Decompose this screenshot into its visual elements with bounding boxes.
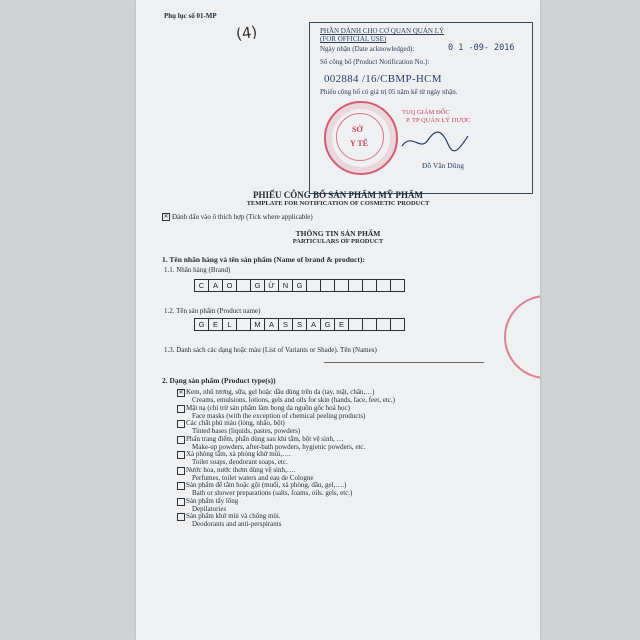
brand-letter-grid <box>194 279 405 292</box>
signature-mark <box>398 126 470 156</box>
product-type-item <box>186 497 238 513</box>
product-type-en: Toilet soaps, deodorant soaps, etc. <box>192 458 288 466</box>
brand-label: 1.1. Nhãn hàng (Brand) <box>164 266 231 274</box>
brand-letter-cell <box>391 279 405 292</box>
brand-letter-cell <box>377 279 391 292</box>
brand-letter-cell: C <box>194 279 209 292</box>
product-type-item <box>178 388 395 404</box>
brand-letter-cell: G <box>251 279 265 292</box>
product-type-en: Tinted bases (liquids, pastes, powders) <box>192 427 301 435</box>
document-title-en: TEMPLATE FOR NOTIFICATION OF COSMETIC PRODUCT <box>246 200 430 207</box>
empty-checkbox-icon[interactable] <box>177 498 185 506</box>
product-type-en: Face masks (with the exception of chemical peeling products) <box>192 411 366 420</box>
empty-checkbox-icon[interactable] <box>177 405 185 413</box>
product-type-vi: Phấn trang điểm, phấn dùng sau khi tắm, bột vệ sinh, … <box>186 434 344 443</box>
document-title: PHIẾU CÔNG BỐ SẢN PHẨM MỸ PHẨM <box>253 190 423 200</box>
product-type-vi: Nước hoa, nước thơm dùng vệ sinh,…. <box>186 465 296 474</box>
handwritten-number: (4) <box>234 22 259 44</box>
section-title: THÔNG TIN SẢN PHẨM <box>295 229 381 238</box>
brand-letter-cell <box>307 279 321 292</box>
product-type-en: Creams, emulsions, lotions, gels and oils for skin (hands, face, feet, etc.) <box>192 396 395 404</box>
document-page <box>136 0 540 640</box>
official-seal-stamp <box>324 101 398 175</box>
product-type-vi: Sản phẩm khử mùi và chống mùi. <box>186 512 281 520</box>
validity-note: Phiếu công bố có giá trị 05 năm kể từ ngày nhận. <box>320 88 458 96</box>
product-letter-cell: S <box>279 318 293 331</box>
checked-box-icon[interactable]: ✕ <box>178 390 184 396</box>
product-type-vi: Xà phòng tắm, xà phòng khử mùi,…. <box>186 450 291 458</box>
stamp-center-text-2: Y TẾ <box>350 139 369 148</box>
brand-letter-cell: A <box>209 279 223 292</box>
checked-box-icon: ✕ <box>163 214 169 221</box>
empty-checkbox-icon[interactable] <box>177 513 185 521</box>
product-type-en: Make-up powders, after-bath powders, hygienic powders, etc. <box>192 442 366 451</box>
variants-underline <box>324 362 484 363</box>
official-subtitle: (FOR OFFICIAL USE) <box>320 35 387 43</box>
section-title-en: PARTICULARS OF PRODUCT <box>292 238 384 245</box>
product-letter-cell: E <box>335 318 349 331</box>
part1-heading: 1. Tên nhãn hàng và tên sản phẩm (Name of brand & product): <box>162 255 365 264</box>
product-letter-cell <box>349 318 363 331</box>
tick-instruction <box>162 213 313 221</box>
product-type-item <box>186 419 300 435</box>
product-type-item <box>186 512 281 528</box>
brand-letter-cell: G <box>293 279 307 292</box>
product-letter-cell: A <box>265 318 279 331</box>
notification-number-value: 002884 /16/CBMP-HCM <box>324 73 442 85</box>
brand-letter-cell <box>237 279 251 292</box>
date-acknowledged-value: 0 1 -09- 2016 <box>448 43 515 53</box>
product-type-vi: Mặt nạ (chỉ trừ sản phẩm làm bong da nguồn gốc hoá học) <box>186 403 350 412</box>
product-letter-cell: A <box>307 318 321 331</box>
variants-label: 1.3. Danh sách các dạng hoặc màu (List of Variants or Shade). Tên (Names) <box>164 346 377 354</box>
side-seal-stamp <box>504 295 540 379</box>
product-letter-cell <box>377 318 391 331</box>
product-type-en: Bath or shower preparations (salts, foams, oils. gels, etc.) <box>192 489 353 497</box>
empty-checkbox-icon[interactable] <box>177 467 185 475</box>
brand-letter-cell <box>321 279 335 292</box>
product-type-item <box>186 435 365 451</box>
product-type-en: Perfumes, toilet waters and eau de Cologne <box>192 473 314 482</box>
empty-checkbox-icon[interactable] <box>177 436 185 444</box>
product-type-item <box>186 450 291 466</box>
product-type-vi: Kem, nhũ tương, sữa, gel hoặc dầu dùng trên da (tay, mặt, chân,…) <box>186 388 375 396</box>
product-letter-cell: M <box>251 318 265 331</box>
product-type-item <box>186 404 365 420</box>
brand-letter-cell: Ừ <box>265 279 279 292</box>
part2-heading: 2. Dạng sản phẩm (Product type(s)) <box>162 376 276 385</box>
date-acknowledged-label: Ngày nhận (Date acknowledged): <box>320 45 415 53</box>
empty-checkbox-icon[interactable] <box>177 420 185 428</box>
product-type-vi: Sản phẩm để tắm hoặc gội (muối, xà phòng, dầu, gel,….) <box>186 481 347 489</box>
product-type-item <box>186 466 314 482</box>
notification-number-label: Số công bố (Product Notification No.): <box>320 58 430 66</box>
product-type-vi: Sản phẩm tẩy lông <box>186 496 239 505</box>
product-name-label: 1.2. Tên sản phẩm (Product name) <box>164 307 261 315</box>
product-type-item <box>186 481 352 497</box>
brand-letter-cell <box>363 279 377 292</box>
product-letter-cell <box>237 318 251 331</box>
product-letter-cell: E <box>209 318 223 331</box>
brand-letter-cell: O <box>223 279 237 292</box>
product-letter-cell: S <box>293 318 307 331</box>
product-type-en: Deodorants and anti-perspirants <box>192 520 282 528</box>
product-letter-cell: L <box>223 318 237 331</box>
official-use-box <box>309 22 533 194</box>
product-letter-cell: G <box>321 318 335 331</box>
signer-name: Đỗ Văn Dũng <box>422 161 464 170</box>
official-title: PHẦN DÀNH CHO CƠ QUAN QUẢN LÝ <box>320 27 445 35</box>
appendix-number: Phụ lục số 01-MP <box>164 12 217 20</box>
stamp-title-line-2: P. TP QUẢN LÝ DƯỢC <box>406 117 471 124</box>
empty-checkbox-icon[interactable] <box>177 451 185 459</box>
product-letter-cell <box>391 318 405 331</box>
stamp-center-text-1: SỞ <box>352 125 363 134</box>
product-letter-cell <box>363 318 377 331</box>
product-letter-grid <box>194 318 405 331</box>
stamp-title-line-1: TUQ GIÁM ĐỐC <box>402 109 450 116</box>
product-type-en: Depilatories <box>192 504 227 513</box>
empty-checkbox-icon[interactable] <box>177 482 185 490</box>
tick-instruction-text: Đánh dấu vào ô thích hợp (Tick where applicable) <box>172 213 313 221</box>
brand-letter-cell <box>349 279 363 292</box>
product-letter-cell: G <box>194 318 209 331</box>
brand-letter-cell: N <box>279 279 293 292</box>
product-type-vi: Các chất phủ màu (lỏng, nhão, bột) <box>186 419 285 427</box>
brand-letter-cell <box>335 279 349 292</box>
